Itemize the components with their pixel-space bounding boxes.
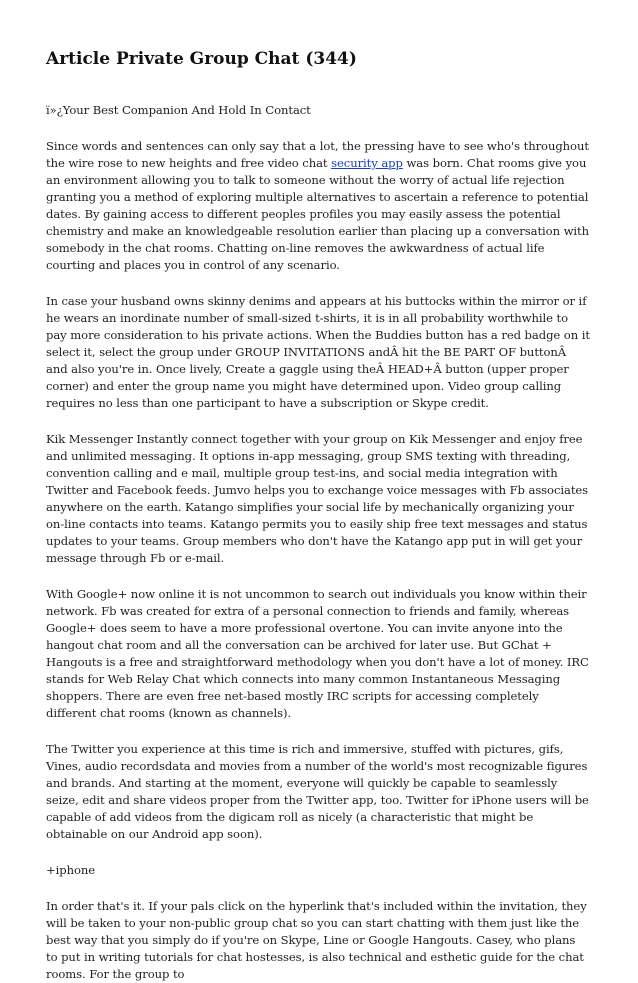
paragraph-2: In case your husband owns skinny denims and appears at his buttocks within the mirror or if he wears an inordinate number of small-sized t-shirts, it is in all probability worthwhile to pay more consideration to his private actions. When the Buddies button has a red badge on it select it, select the group under GROUP INVITATIONS andÂ hit the BE PART OF buttonÂ and also you're in. Once lively, Create a gaggle using theÂ HEAD+Â button (upper proper corner) and enter the group name you might have determined upon. Video group calling requires no less than one participant to have a subscription or Skype credit. [46,294,590,410]
paragraph-4: With Google+ now online it is not uncommon to search out individuals you know within their network. Fb was created for extra of a personal connection to friends and family, whereas Google+ does seem to have a more professional overtone. You can invite anyone into the hangout chat room and all the conversation can be archived for later use. But GChat + Hangouts is a free and straightforward methodology when you don't have a lot of money. IRC stands for Web Relay Chat which connects into many common Instantaneous Messaging shoppers. There are even free net-based mostly IRC scripts for accessing completely different chat rooms (known as channels). [46,587,589,720]
article-title: Article Private Group Chat (344) [46,49,357,69]
paragraph-6: +iphone [46,863,96,877]
paragraph-5: The Twitter you experience at this time is rich and immersive, stuffed with pictures, gifs, Vines, audio recordsdata and movies from a number of the world's most recognizable figures and brands. And starting at the moment, everyone will quickly be capable to seamlessly seize, edit and share videos proper from the Twitter app, too. Twitter for iPhone users will be capable of add videos from the digicam roll as nicely (a characteristic that might be obtainable on our Android app soon). [46,742,589,841]
paragraph-1 [46,138,590,274]
paragraph-1-text-b: was born. Chat rooms give you an environment allowing you to talk to someone without the worry of actual life rejection granting you a method of exploring multiple alternatives to ascertain a reference to potential dates. By gaining access to different peoples profiles you may easily assess the potential chemistry and make an knowledgeable resolution earlier than placing up a conversation with somebody in the chat rooms. Chatting on-line removes the awkwardness of actual life courting and places you in control of any scenario. [46,156,590,272]
security-app-link[interactable]: security app [331,156,403,170]
paragraph-3: Kik Messenger Instantly connect together with your group on Kik Messenger and enjoy free and unlimited messaging. It options in-app messaging, group SMS texting with threading, convention calling and e mail, multiple group test-ins, and social media integration with Twitter and Facebook feeds. Jumvo helps you to exchange voice messages with Fb associates anywhere on the earth. Katango simplifies your social life by mechanically organizing your on-line contacts into teams. Katango permits you to easily ship free text messages and status updates to your teams. Group members who don't have the Katango app put in will get your message through Fb or e-mail. [46,432,589,565]
paragraph-1-text-a: Since words and sentences can only say that a lot, the pressing have to see who's throughout the wire rose to new heights and free video chat [46,139,589,170]
paragraph-7: In order that's it. If your pals click on the hyperlink that's included within the invitation, they will be taken to your non-public group chat so you can start chatting with them just like the best way that you simply do if you're on Skype, Line or Google Hangouts. Casey, who plans to put in writing tutorials for chat hostesses, is also technical and esthetic guide for the chat rooms. For the group to [46,899,587,981]
article-subtitle: ï»¿Your Best Companion And Hold In Contact [46,103,311,117]
